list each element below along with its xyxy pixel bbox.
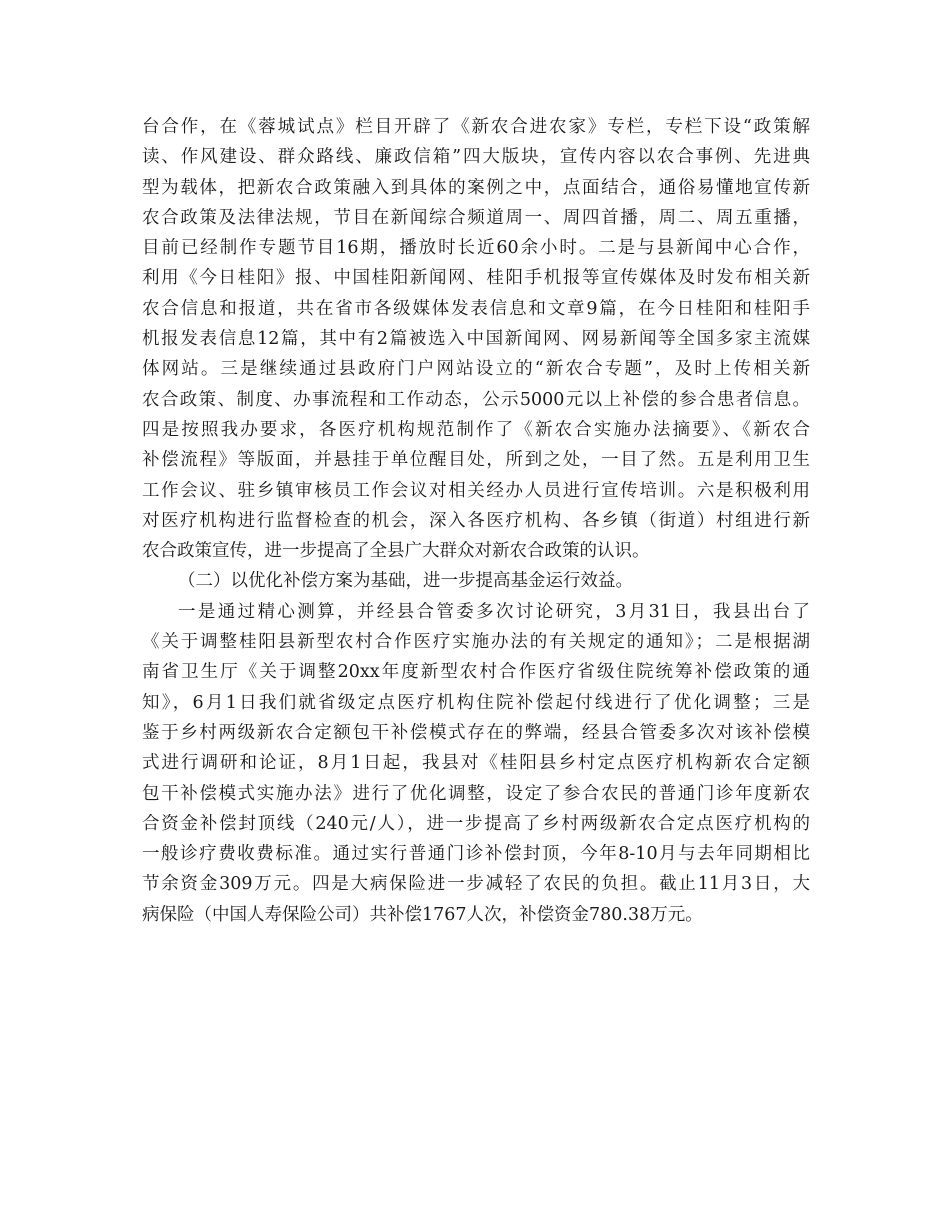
body-text	[142, 112, 810, 930]
text-line: 补偿流程》等版面，并悬挂于单位醒目处，所到之处，一目了然。五是利用卫生	[142, 450, 810, 471]
text-line: 农合政策宣传，进一步提高了全县广大群众对新农合政策的认识。	[142, 541, 650, 562]
paragraph-p2	[142, 566, 810, 596]
text-line: 合资金补偿封顶线（240元/人），进一步提高了乡村两级新农合定点医疗机构的	[142, 813, 810, 834]
text-line: 农合政策、制度、办事流程和工作动态，公示5000元以上补偿的参合患者信息。	[142, 389, 810, 410]
text-line: （二）以优化补偿方案为基础，进一步提高基金运行效益。	[178, 571, 633, 592]
text-line: 节余资金309万元。四是大病保险进一步减轻了农民的负担。截止11月3日，大	[142, 874, 810, 895]
text-line: 病保险（中国人寿保险公司）共补偿1767人次，补偿资金780.38万元。	[142, 904, 703, 925]
text-line: 一是通过精心测算，并经县合管委多次讨论研究，3月31日，我县出台了	[178, 601, 810, 622]
text-line: 工作会议、驻乡镇审核员工作会议对相关经办人员进行宣传培训。六是积极利用	[142, 480, 810, 501]
text-line: 型为载体，把新农合政策融入到具体的案例之中，点面结合，通俗易懂地宣传新	[142, 177, 810, 198]
text-line: 利用《今日桂阳》报、中国桂阳新闻网、桂阳手机报等宣传媒体及时发布相关新	[142, 268, 810, 289]
text-line: 鉴于乡村两级新农合定额包干补偿模式存在的弊端，经县合管委多次对该补偿模	[142, 722, 810, 743]
text-line: 读、作风建设、群众路线、廉政信箱”四大版块，宣传内容以农合事例、先进典	[142, 147, 810, 168]
text-line: 台合作，在《蓉城试点》栏目开辟了《新农合进农家》专栏，专栏下设“政策解	[142, 117, 810, 137]
text-line: 目前已经制作专题节目16期，播放时长近60余小时。二是与县新闻中心合作，	[142, 238, 810, 259]
text-line: 《关于调整桂阳县新型农村合作医疗实施办法的有关规定的通知》；二是根据湖	[142, 632, 810, 653]
text-line: 机报发表信息12篇，其中有2篇被选入中国新闻网、网易新闻等全国多家主流媒	[142, 329, 810, 350]
text-line: 知》，6月1日我们就省级定点医疗机构住院补偿起付线进行了优化调整；三是	[142, 692, 810, 713]
paragraph-p3	[142, 597, 810, 930]
text-line: 包干补偿模式实施办法》进行了优化调整，设定了参合农民的普通门诊年度新农	[142, 783, 810, 804]
text-line: 四是按照我办要求，各医疗机构规范制作了《新农合实施办法摘要》、《新农合	[142, 419, 810, 440]
text-line: 体网站。三是继续通过县政府门户网站设立的“新农合专题”，及时上传相关新	[142, 359, 810, 380]
text-line: 农合政策及法律法规，节目在新闻综合频道周一、周四首播，周二、周五重播，	[142, 207, 810, 228]
text-line: 式进行调研和论证，8月1日起，我县对《桂阳县乡村定点医疗机构新农合定额	[142, 753, 810, 774]
text-line: 农合信息和报道，共在省市各级媒体发表信息和文章9篇，在今日桂阳和桂阳手	[142, 298, 810, 319]
text-line: 对医疗机构进行监督检查的机会，深入各医疗机构、各乡镇（街道）村组进行新	[142, 510, 810, 531]
text-line: 一般诊疗费收费标准。通过实行普通门诊补偿封顶，今年8-10月与去年同期相比	[142, 844, 810, 865]
text-line: 南省卫生厅《关于调整20xx年度新型农村合作医疗省级住院统筹补偿政策的通	[142, 662, 810, 683]
paragraph-p1	[142, 112, 810, 566]
